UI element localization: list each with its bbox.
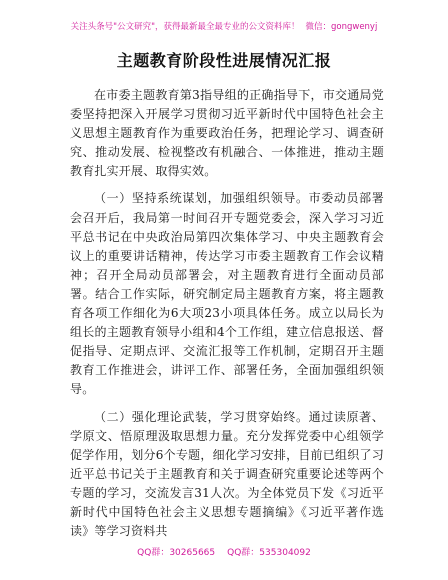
intro-paragraph: 在市委主题教育第3指导组的正确指导下，市交通局党委坚持把深入开展学习贯彻习近平新时代中国特色社会主义思想主题教育作为重要政治任务，把理论学习、调查研究、推动发展、检视整改有机融合、一体推进，推动主题教育扎实开展、取得实效。 (70, 88, 384, 179)
document-body (70, 86, 384, 541)
document-title: 主题教育阶段性进展情况汇报 (116, 51, 332, 70)
section-1-paragraph: （一）坚持系统谋划，加强组织领导。市委动员部署会召开后，我局第一时间召开专题党委会，深入学习习近平总书记在中央政治局第四次集体学习、中央主题教育会议上的重要讲话精神，传达学习市委主题教育工作会议精神；召开全局动员部署会，对主题教育进行全面动员部署。结合工作实际，研究制定局主题教育方案，将主题教育各项工作细化为6大项23小项具体任务。成立以局长为组长的主题教育领导小组和4个工作组，建立信息报送、督促指导、定期点评、交流汇报等工作机制，定期召开主题教育工作推进会，讲评工作、部署任务，全面加强组织领导。 (70, 191, 384, 397)
banner-wechat: 微信：gongwenyj (305, 22, 378, 32)
footer-contacts (0, 545, 448, 558)
footer-qq-group-1: QQ群：30265665 (137, 548, 216, 558)
promo-banner (0, 20, 448, 32)
footer-qq-group-2: QQ群：535304092 (227, 548, 311, 558)
section-2-paragraph: （二）强化理论武装，学习贯穿始终。通过读原著、学原文、悟原理汲取思想力量。充分发挥党委中心组领学促学作用，划分6个专题，细化学习安排，目前已组织了习近平总书记关于主题教育和关于调查研究重要论述等两个专题的学习，交流发言31人次。为全体党员下发《习近平新时代中国特色社会主义思想专题摘编》《习近平著作选读》等学习资料共 (70, 409, 384, 539)
banner-text: 关注头条号"公文研究"，获得最新最全最专业的公文资料库！ (70, 22, 300, 32)
